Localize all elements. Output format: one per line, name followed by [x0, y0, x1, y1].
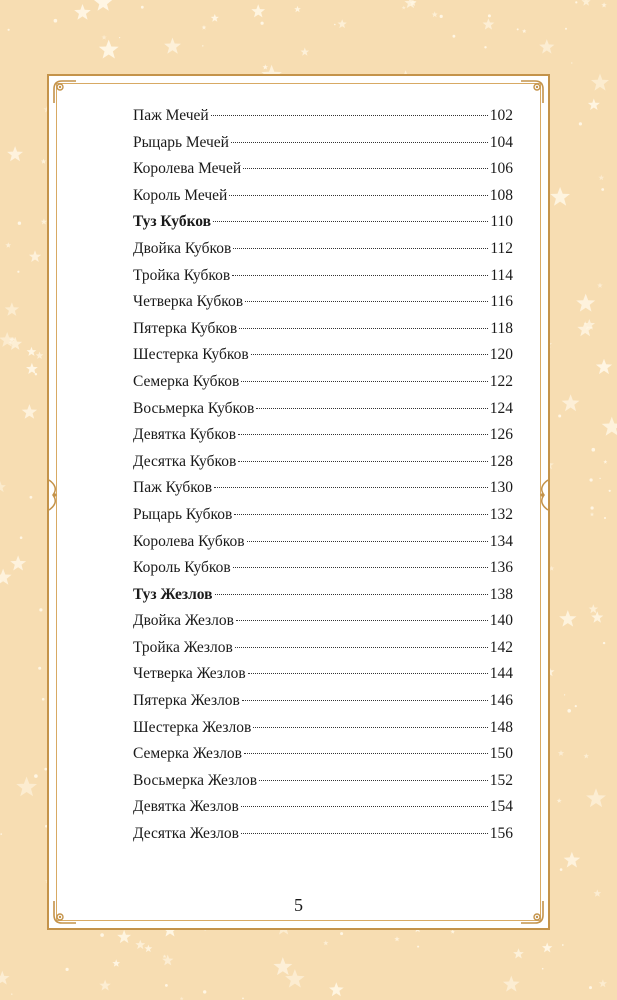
star-icon: [586, 788, 606, 807]
dot-leader: [248, 673, 488, 674]
toc-entry-page: 154: [489, 798, 513, 816]
toc-entry-title: Девятка Жезлов: [133, 798, 239, 816]
toc-entry-page: 112: [490, 239, 513, 257]
sparkle-dot: [242, 998, 244, 1000]
dot-leader: [231, 142, 488, 143]
toc-entry-title: Шестерка Кубков: [133, 346, 249, 364]
sparkle-dot: [604, 517, 606, 519]
toc-entry[interactable]: [133, 346, 513, 373]
star-icon: [329, 982, 344, 996]
dot-leader: [242, 700, 488, 701]
sparkle-dot: [42, 698, 45, 701]
toc-entry-page: 138: [489, 585, 513, 603]
toc-entry[interactable]: [133, 400, 513, 427]
star-icon: [451, 929, 455, 933]
star-icon: [591, 74, 609, 91]
dot-leader: [253, 727, 487, 728]
star-icon: [0, 569, 12, 585]
toc-entry[interactable]: [133, 373, 513, 400]
sparkle-dot: [141, 6, 144, 9]
sparkle-dot: [590, 478, 593, 481]
toc-entry-title: Король Кубков: [133, 559, 231, 577]
toc-entry-page: 116: [490, 293, 513, 311]
sparkle-dot: [565, 28, 567, 30]
star-icon: [263, 64, 269, 69]
toc-entry[interactable]: [133, 160, 513, 187]
sparkle-dot: [564, 694, 565, 695]
star-icon: [597, 283, 603, 288]
toc-entry[interactable]: [133, 506, 513, 533]
toc-entry-title: Пятерка Кубков: [133, 319, 238, 337]
sparkle-dot: [542, 968, 544, 970]
toc-entry-page: 126: [489, 426, 513, 444]
toc-entry-title: Двойка Жезлов: [133, 612, 234, 630]
sparkle-dot: [119, 37, 120, 38]
sparkle-dot: [558, 415, 561, 418]
toc-entry-title: Десятка Кубков: [133, 452, 237, 470]
star-icon: [576, 294, 595, 312]
toc-entry[interactable]: [133, 134, 513, 161]
dot-leader: [247, 541, 488, 542]
toc-entry-title: Туз Кубков: [133, 213, 212, 231]
sparkle-dot: [165, 984, 168, 987]
star-icon: [102, 35, 107, 40]
sparkle-dot: [562, 944, 564, 946]
sparkle-dot: [603, 642, 605, 644]
sparkle-dot: [20, 536, 23, 539]
toc-entry[interactable]: [133, 320, 513, 347]
star-icon: [590, 512, 594, 516]
toc-entry-page: 118: [490, 319, 513, 337]
star-icon: [164, 38, 181, 54]
toc-entry-page: 110: [490, 213, 513, 231]
sparkle-dot: [592, 448, 596, 452]
toc-entry-page: 108: [489, 186, 513, 204]
star-icon: [559, 610, 576, 627]
side-ornament-icon: [536, 478, 550, 512]
star-icon: [251, 4, 265, 17]
toc-entry-title: Королева Кубков: [133, 532, 245, 550]
sparkle-dot: [609, 490, 611, 492]
toc-entry-page: 148: [489, 718, 513, 736]
star-icon: [601, 2, 607, 7]
toc-entry-title: Семерка Жезлов: [133, 745, 242, 763]
toc-entry-title: Паж Мечей: [133, 107, 209, 124]
star-icon: [584, 753, 590, 758]
star-icon: [301, 48, 310, 56]
toc-entry-page: 128: [489, 452, 513, 470]
page-number-text: 5: [286, 895, 311, 915]
dot-leader: [235, 647, 488, 648]
sparkle-dot: [66, 968, 69, 971]
star-icon: [202, 25, 207, 30]
sparkle-dot: [11, 994, 12, 995]
dot-leader: [232, 275, 488, 276]
sparkle-dot: [100, 933, 104, 937]
star-icon: [550, 187, 570, 206]
toc-entry-title: Рыцарь Мечей: [133, 133, 229, 151]
dot-leader: [238, 461, 487, 462]
star-icon: [503, 976, 520, 992]
toc-entry-title: Король Мечей: [133, 186, 228, 204]
corner-ornament-icon: [519, 79, 545, 105]
sparkle-dot: [202, 45, 203, 46]
sparkle-dot: [35, 373, 37, 375]
star-icon: [7, 146, 23, 161]
star-icon: [36, 352, 44, 359]
toc-entry-title: Тройка Кубков: [133, 266, 231, 284]
star-icon: [596, 359, 612, 374]
sparkle-dot: [591, 506, 594, 509]
toc-entry-title: Четверка Кубков: [133, 293, 244, 311]
dot-leader: [214, 487, 488, 488]
sparkle-dot: [575, 705, 577, 707]
toc-section-entry[interactable]: [133, 586, 513, 613]
toc-entry-title: Восьмерка Жезлов: [133, 771, 258, 789]
sparkle-dot: [38, 667, 41, 670]
table-of-contents: [133, 107, 513, 852]
star-icon: [338, 19, 347, 28]
dot-leader: [241, 806, 488, 807]
sparkle-dot: [560, 868, 563, 871]
toc-entry[interactable]: [133, 692, 513, 719]
toc-entry-title: Туз Жезлов: [133, 585, 213, 603]
star-icon: [513, 948, 524, 958]
star-icon: [558, 750, 564, 756]
toc-entry-title: Паж Кубков: [133, 479, 213, 497]
corner-ornament-icon: [52, 79, 78, 105]
toc-entry[interactable]: [133, 612, 513, 639]
dot-leader: [215, 594, 488, 595]
dot-leader: [229, 195, 487, 196]
dot-leader: [238, 434, 488, 435]
sparkle-dot: [54, 19, 58, 23]
toc-entry-title: Шестерка Жезлов: [133, 718, 252, 736]
sparkle-dot: [488, 14, 491, 17]
sparkle-dot: [261, 22, 264, 25]
sparkle-dot: [17, 271, 19, 273]
star-icon: [404, 0, 416, 8]
star-icon: [27, 347, 37, 356]
page-number: [49, 895, 548, 916]
toc-entry-title: Четверка Жезлов: [133, 665, 246, 683]
toc-entry[interactable]: [133, 772, 513, 799]
star-icon: [598, 175, 604, 181]
star-icon: [588, 99, 600, 111]
toc-entry-page: 104: [489, 133, 513, 151]
toc-entry[interactable]: [133, 479, 513, 506]
star-icon: [582, 0, 591, 6]
toc-entry-title: Тройка Жезлов: [133, 638, 233, 656]
sparkle-dot: [34, 774, 38, 778]
toc-entry[interactable]: [133, 745, 513, 772]
dot-leader: [233, 248, 488, 249]
star-icon: [16, 777, 37, 797]
toc-entry-page: 142: [489, 638, 513, 656]
toc-entry-title: Пятерка Жезлов: [133, 692, 240, 710]
toc-entry-page: 134: [489, 532, 513, 550]
toc-entry[interactable]: [133, 665, 513, 692]
dot-leader: [233, 567, 488, 568]
sparkle-dot: [30, 496, 33, 499]
toc-entry-title: Восьмерка Кубков: [133, 399, 255, 417]
toc-entry-page: 140: [489, 612, 513, 630]
star-icon: [117, 930, 131, 943]
star-icon: [5, 302, 19, 316]
toc-entry-title: Рыцарь Кубков: [133, 505, 233, 523]
toc-entry[interactable]: [133, 533, 513, 560]
star-icon: [294, 6, 301, 12]
dot-leader: [244, 753, 488, 754]
dot-leader: [211, 115, 488, 116]
star-icon: [0, 481, 6, 492]
sparkle-dot: [571, 62, 572, 63]
star-icon: [0, 971, 9, 985]
star-icon: [22, 404, 37, 419]
sparkle-dot: [589, 986, 592, 989]
toc-entry[interactable]: [133, 293, 513, 320]
toc-entry-page: 130: [489, 479, 513, 497]
toc-entry-title: Девятка Кубков: [133, 426, 237, 444]
sparkle-dot: [453, 35, 456, 38]
sparkle-dot: [567, 709, 571, 713]
toc-entry-page: 152: [489, 771, 513, 789]
sparkle-dot: [334, 24, 336, 26]
star-icon: [10, 555, 26, 570]
star-icon: [285, 969, 305, 988]
toc-entry[interactable]: [133, 719, 513, 746]
star-icon: [402, 6, 406, 10]
toc-section-entry[interactable]: [133, 213, 513, 240]
toc-entry-title: Королева Мечей: [133, 160, 242, 178]
toc-entry-title: Семерка Кубков: [133, 372, 240, 390]
toc-entry-page: 156: [489, 825, 513, 843]
star-icon: [26, 363, 38, 374]
star-icon: [589, 604, 599, 613]
sparkle-dot: [39, 608, 42, 611]
toc-entry-page: 136: [489, 559, 513, 577]
sparkle-dot: [203, 990, 206, 993]
star-icon: [144, 945, 152, 953]
sparkle-dot: [440, 15, 443, 18]
star-icon: [94, 0, 112, 11]
star-icon: [562, 394, 580, 411]
star-icon: [99, 40, 119, 59]
star-icon: [323, 940, 328, 945]
contents-frame: [47, 74, 550, 930]
sparkle-dot: [575, 1, 577, 3]
toc-entry[interactable]: [133, 267, 513, 294]
star-icon: [112, 959, 120, 967]
sparkle-dot: [18, 222, 21, 225]
dot-leader: [234, 514, 487, 515]
toc-entry-page: 114: [490, 266, 513, 284]
dot-leader: [241, 381, 487, 382]
toc-entry[interactable]: [133, 453, 513, 480]
sparkle-dot: [340, 932, 343, 935]
star-icon: [211, 14, 219, 22]
toc-entry[interactable]: [133, 426, 513, 453]
toc-entry-page: 106: [489, 160, 513, 178]
sparkle-dot: [601, 188, 604, 191]
sparkle-dot: [417, 946, 419, 948]
star-icon: [5, 242, 11, 248]
sparkle-dot: [8, 29, 10, 31]
star-icon: [483, 18, 495, 29]
star-icon: [603, 460, 607, 464]
toc-entry[interactable]: [133, 825, 513, 852]
star-icon: [394, 936, 399, 941]
toc-entry-page: 122: [489, 372, 513, 390]
toc-entry-page: 102: [489, 107, 513, 124]
sparkle-dot: [0, 833, 2, 835]
dot-leader: [239, 328, 488, 329]
star-icon: [432, 11, 438, 17]
star-icon: [602, 417, 617, 436]
toc-entry[interactable]: [133, 107, 513, 134]
dot-leader: [245, 301, 488, 302]
toc-entry-page: 120: [489, 346, 513, 364]
dot-leader: [251, 354, 488, 355]
dot-leader: [213, 221, 488, 222]
star-icon: [273, 957, 292, 975]
side-ornament-icon: [47, 478, 61, 512]
star-icon: [522, 29, 526, 33]
star-icon: [99, 980, 110, 991]
sparkle-dot: [484, 46, 486, 48]
toc-entry-page: 150: [489, 745, 513, 763]
star-icon: [594, 889, 602, 896]
toc-entry[interactable]: [133, 240, 513, 267]
toc-entry[interactable]: [133, 798, 513, 825]
star-icon: [74, 4, 91, 20]
toc-entry-page: 124: [489, 399, 513, 417]
star-icon: [542, 943, 552, 953]
toc-entry-page: 146: [489, 692, 513, 710]
star-icon: [180, 997, 184, 1000]
toc-entry-title: Десятка Жезлов: [133, 825, 239, 843]
sparkle-dot: [517, 28, 519, 30]
star-icon: [591, 611, 603, 622]
toc-entry-title: Двойка Кубков: [133, 239, 232, 257]
star-icon: [539, 39, 554, 54]
dot-leader: [241, 833, 488, 834]
star-icon: [564, 852, 581, 868]
dot-leader: [236, 620, 488, 621]
dot-leader: [243, 168, 488, 169]
star-icon: [163, 954, 167, 958]
star-icon: [41, 159, 46, 164]
star-icon: [29, 250, 41, 262]
toc-entry[interactable]: [133, 559, 513, 586]
sparkle-dot: [579, 122, 582, 125]
toc-entry-page: 132: [489, 505, 513, 523]
dot-leader: [256, 408, 487, 409]
toc-entry[interactable]: [133, 639, 513, 666]
dot-leader: [259, 780, 488, 781]
toc-entry[interactable]: [133, 187, 513, 214]
star-icon: [599, 979, 607, 987]
toc-entry-page: 144: [489, 665, 513, 683]
sparkle-dot: [599, 478, 600, 479]
star-icon: [557, 798, 562, 803]
star-icon: [135, 940, 145, 949]
